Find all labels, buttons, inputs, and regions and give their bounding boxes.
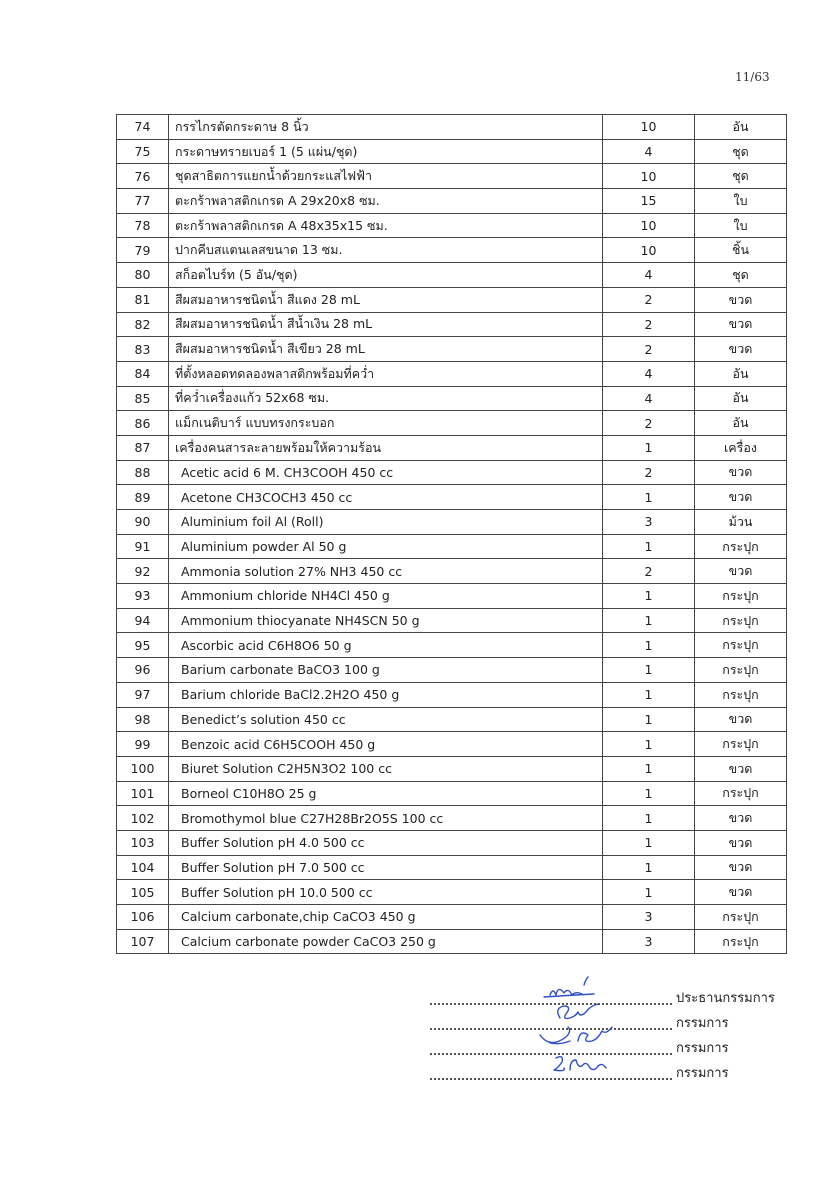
item-unit-cell: อัน <box>695 386 787 411</box>
item-number-cell: 97 <box>117 682 169 707</box>
item-number-cell: 75 <box>117 139 169 164</box>
item-name-cell: Ascorbic acid C6H8O6 50 g <box>169 633 603 658</box>
table-row <box>117 929 787 954</box>
table-row <box>117 287 787 312</box>
table-row <box>117 164 787 189</box>
item-quantity-cell: 2 <box>603 337 695 362</box>
item-name-cell: Biuret Solution C2H5N3O2 100 cc <box>169 756 603 781</box>
table-row <box>117 386 787 411</box>
table-row <box>117 337 787 362</box>
item-unit-cell: อัน <box>695 115 787 140</box>
item-name-cell: เครื่องคนสารละลายพร้อมให้ความร้อน <box>169 435 603 460</box>
item-unit-cell: ชุด <box>695 164 787 189</box>
item-quantity-cell: 1 <box>603 435 695 460</box>
item-number-cell: 98 <box>117 707 169 732</box>
item-number-cell: 76 <box>117 164 169 189</box>
table-row <box>117 263 787 288</box>
signature-title: กรรมการ <box>676 1041 729 1056</box>
item-number-cell: 86 <box>117 411 169 436</box>
item-name-cell: Bromothymol blue C27H28Br2O5S 100 cc <box>169 806 603 831</box>
item-quantity-cell: 3 <box>603 929 695 954</box>
item-unit-cell: กระปุก <box>695 633 787 658</box>
item-unit-cell: ใบ <box>695 213 787 238</box>
item-quantity-cell: 1 <box>603 633 695 658</box>
table-row <box>117 534 787 559</box>
item-name-cell: Barium carbonate BaCO3 100 g <box>169 658 603 683</box>
item-number-cell: 93 <box>117 584 169 609</box>
item-quantity-cell: 1 <box>603 658 695 683</box>
item-name-cell: ตะกร้าพลาสติกเกรด A 29x20x8 ซม. <box>169 189 603 214</box>
table-row <box>117 139 787 164</box>
item-name-cell: Barium chloride BaCl2.2H2O 450 g <box>169 682 603 707</box>
item-unit-cell: ชุด <box>695 263 787 288</box>
item-number-cell: 96 <box>117 658 169 683</box>
item-quantity-cell: 4 <box>603 361 695 386</box>
item-unit-cell: ขวด <box>695 806 787 831</box>
item-number-cell: 78 <box>117 213 169 238</box>
item-unit-cell: กระปุก <box>695 534 787 559</box>
item-number-cell: 104 <box>117 855 169 880</box>
item-name-cell: สีผสมอาหารชนิดน้ำ สีเขียว 28 mL <box>169 337 603 362</box>
table-row <box>117 682 787 707</box>
item-unit-cell: กระปุก <box>695 732 787 757</box>
signature-title: ประธานกรรมการ <box>676 991 775 1006</box>
item-number-cell: 95 <box>117 633 169 658</box>
table-row <box>117 312 787 337</box>
item-number-cell: 81 <box>117 287 169 312</box>
signature-block <box>430 985 810 1085</box>
table-row <box>117 584 787 609</box>
item-name-cell: Acetone CH3COCH3 450 cc <box>169 485 603 510</box>
item-number-cell: 94 <box>117 608 169 633</box>
item-quantity-cell: 2 <box>603 559 695 584</box>
table-row <box>117 559 787 584</box>
item-number-cell: 87 <box>117 435 169 460</box>
table-row <box>117 189 787 214</box>
item-number-cell: 89 <box>117 485 169 510</box>
item-number-cell: 80 <box>117 263 169 288</box>
item-unit-cell: กระปุก <box>695 584 787 609</box>
item-unit-cell: ขวด <box>695 485 787 510</box>
table-row <box>117 905 787 930</box>
item-name-cell: Borneol C10H8O 25 g <box>169 781 603 806</box>
item-name-cell: Buffer Solution pH 7.0 500 cc <box>169 855 603 880</box>
table-row <box>117 435 787 460</box>
signature-title: กรรมการ <box>676 1066 729 1081</box>
item-number-cell: 102 <box>117 806 169 831</box>
table-row <box>117 213 787 238</box>
item-unit-cell: เครื่อง <box>695 435 787 460</box>
item-unit-cell: ชิ้น <box>695 238 787 263</box>
item-number-cell: 105 <box>117 880 169 905</box>
item-quantity-cell: 1 <box>603 534 695 559</box>
item-number-cell: 74 <box>117 115 169 140</box>
item-quantity-cell: 2 <box>603 312 695 337</box>
item-unit-cell: ขวด <box>695 559 787 584</box>
table-row <box>117 115 787 140</box>
item-name-cell: Buffer Solution pH 4.0 500 cc <box>169 830 603 855</box>
item-number-cell: 90 <box>117 510 169 535</box>
item-number-cell: 103 <box>117 830 169 855</box>
item-number-cell: 82 <box>117 312 169 337</box>
item-name-cell: ตะกร้าพลาสติกเกรด A 48x35x15 ซม. <box>169 213 603 238</box>
item-unit-cell: ใบ <box>695 189 787 214</box>
item-unit-cell: ขวด <box>695 312 787 337</box>
item-number-cell: 99 <box>117 732 169 757</box>
item-quantity-cell: 1 <box>603 781 695 806</box>
item-unit-cell: กระปุก <box>695 929 787 954</box>
signature-title: กรรมการ <box>676 1016 729 1031</box>
signature-line-member-3 <box>430 1060 810 1085</box>
item-quantity-cell: 1 <box>603 682 695 707</box>
item-unit-cell: ชุด <box>695 139 787 164</box>
item-quantity-cell: 3 <box>603 905 695 930</box>
item-number-cell: 92 <box>117 559 169 584</box>
item-quantity-cell: 10 <box>603 238 695 263</box>
item-name-cell: Benedict’s solution 450 cc <box>169 707 603 732</box>
item-unit-cell: อัน <box>695 361 787 386</box>
item-name-cell: กรรไกรตัดกระดาษ 8 นิ้ว <box>169 115 603 140</box>
table-row <box>117 361 787 386</box>
item-number-cell: 101 <box>117 781 169 806</box>
table-row <box>117 830 787 855</box>
item-unit-cell: ขวด <box>695 287 787 312</box>
item-number-cell: 84 <box>117 361 169 386</box>
item-name-cell: สีผสมอาหารชนิดน้ำ สีน้ำเงิน 28 mL <box>169 312 603 337</box>
item-quantity-cell: 1 <box>603 584 695 609</box>
item-number-cell: 79 <box>117 238 169 263</box>
item-unit-cell: อัน <box>695 411 787 436</box>
item-name-cell: ชุดสาธิตการแยกน้ำด้วยกระแสไฟฟ้า <box>169 164 603 189</box>
item-quantity-cell: 1 <box>603 830 695 855</box>
table-row <box>117 658 787 683</box>
item-quantity-cell: 10 <box>603 164 695 189</box>
item-unit-cell: ขวด <box>695 830 787 855</box>
item-quantity-cell: 2 <box>603 411 695 436</box>
table-row <box>117 485 787 510</box>
table-row <box>117 781 787 806</box>
item-quantity-cell: 2 <box>603 287 695 312</box>
item-number-cell: 91 <box>117 534 169 559</box>
item-quantity-cell: 1 <box>603 880 695 905</box>
signature-dots <box>430 1066 672 1080</box>
item-quantity-cell: 3 <box>603 510 695 535</box>
item-number-cell: 85 <box>117 386 169 411</box>
item-name-cell: Acetic acid 6 M. CH3COOH 450 cc <box>169 460 603 485</box>
item-name-cell: สก็อตไบร์ท (5 อัน/ชุด) <box>169 263 603 288</box>
table-row <box>117 460 787 485</box>
item-name-cell: Buffer Solution pH 10.0 500 cc <box>169 880 603 905</box>
item-name-cell: Ammonium chloride NH4Cl 450 g <box>169 584 603 609</box>
item-name-cell: Aluminium powder Al 50 g <box>169 534 603 559</box>
item-name-cell: ที่ตั้งหลอดทดลองพลาสติกพร้อมที่คว่ำ <box>169 361 603 386</box>
items-table <box>116 114 787 954</box>
table-row <box>117 510 787 535</box>
table-row <box>117 633 787 658</box>
item-unit-cell: ขวด <box>695 337 787 362</box>
item-name-cell: Calcium carbonate,chip CaCO3 450 g <box>169 905 603 930</box>
item-quantity-cell: 1 <box>603 608 695 633</box>
item-number-cell: 106 <box>117 905 169 930</box>
item-name-cell: ปากคีบสแตนเลสขนาด 13 ซม. <box>169 238 603 263</box>
item-quantity-cell: 4 <box>603 263 695 288</box>
item-number-cell: 77 <box>117 189 169 214</box>
item-unit-cell: ขวด <box>695 756 787 781</box>
item-name-cell: Ammonia solution 27% NH3 450 cc <box>169 559 603 584</box>
page-number: 11/63 <box>735 70 770 84</box>
item-number-cell: 100 <box>117 756 169 781</box>
item-name-cell: สีผสมอาหารชนิดน้ำ สีแดง 28 mL <box>169 287 603 312</box>
item-name-cell: Aluminium foil Al (Roll) <box>169 510 603 535</box>
item-name-cell: แม็กเนติบาร์ แบบทรงกระบอก <box>169 411 603 436</box>
item-quantity-cell: 1 <box>603 806 695 831</box>
table-row <box>117 756 787 781</box>
item-unit-cell: กระปุก <box>695 658 787 683</box>
item-quantity-cell: 10 <box>603 115 695 140</box>
item-unit-cell: กระปุก <box>695 608 787 633</box>
table-row <box>117 411 787 436</box>
item-unit-cell: ขวด <box>695 460 787 485</box>
item-unit-cell: ขวด <box>695 855 787 880</box>
table-row <box>117 880 787 905</box>
table-row <box>117 707 787 732</box>
item-quantity-cell: 1 <box>603 707 695 732</box>
item-quantity-cell: 10 <box>603 213 695 238</box>
item-unit-cell: ม้วน <box>695 510 787 535</box>
item-quantity-cell: 4 <box>603 386 695 411</box>
item-name-cell: ที่คว่ำเครื่องแก้ว 52x68 ซม. <box>169 386 603 411</box>
item-quantity-cell: 1 <box>603 855 695 880</box>
item-quantity-cell: 1 <box>603 756 695 781</box>
item-quantity-cell: 2 <box>603 460 695 485</box>
item-quantity-cell: 4 <box>603 139 695 164</box>
item-name-cell: กระดาษทรายเบอร์ 1 (5 แผ่น/ชุด) <box>169 139 603 164</box>
item-unit-cell: ขวด <box>695 880 787 905</box>
item-quantity-cell: 1 <box>603 485 695 510</box>
item-unit-cell: กระปุก <box>695 682 787 707</box>
item-unit-cell: กระปุก <box>695 781 787 806</box>
item-number-cell: 107 <box>117 929 169 954</box>
item-unit-cell: กระปุก <box>695 905 787 930</box>
item-name-cell: Ammonium thiocyanate NH4SCN 50 g <box>169 608 603 633</box>
item-quantity-cell: 15 <box>603 189 695 214</box>
table-row <box>117 238 787 263</box>
table-row <box>117 806 787 831</box>
item-name-cell: Benzoic acid C6H5COOH 450 g <box>169 732 603 757</box>
table-row <box>117 732 787 757</box>
item-number-cell: 88 <box>117 460 169 485</box>
item-quantity-cell: 1 <box>603 732 695 757</box>
table-row <box>117 608 787 633</box>
item-number-cell: 83 <box>117 337 169 362</box>
item-name-cell: Calcium carbonate powder CaCO3 250 g <box>169 929 603 954</box>
table-row <box>117 855 787 880</box>
item-unit-cell: ขวด <box>695 707 787 732</box>
